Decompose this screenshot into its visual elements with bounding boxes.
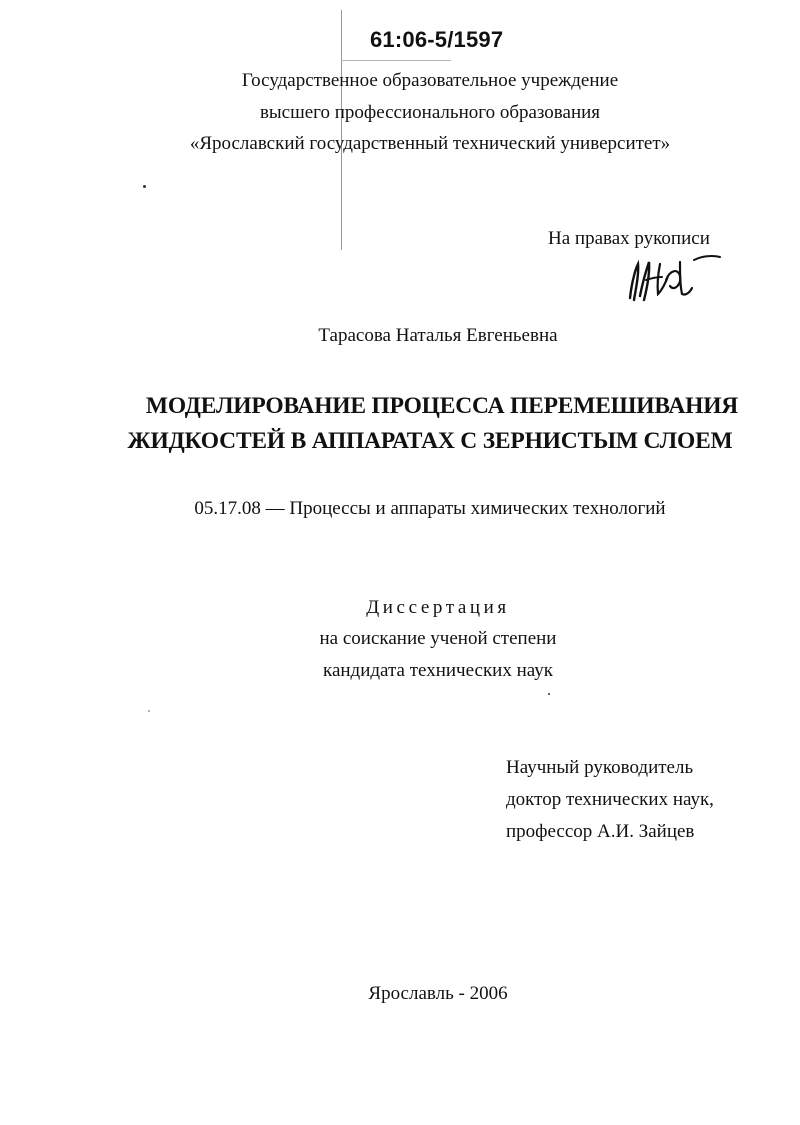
city-year: Ярославль - 2006 [368,983,508,1004]
stamp-vertical-line [341,10,342,250]
stamp-horizontal-line [341,60,451,61]
supervisor-role: Научный руководитель [506,757,694,778]
archive-code: 61:06-5/1597 [370,27,504,52]
manuscript-note: На правах рукописи [548,228,710,249]
specialty-code: 05.17.08 — Процессы и аппараты химических технологий [194,498,666,519]
scan-speck [143,185,146,188]
supervisor-degree: доктор технических наук, [506,789,714,810]
title-line-1: МОДЕЛИРОВАНИЕ ПРОЦЕССА ПЕРЕМЕШИВАНИЯ [145,393,739,419]
institution-line-2: высшего профессионального образования [259,102,601,123]
scan-speck [548,693,550,695]
dissertation-label: Диссертация [366,597,510,618]
signature-image [622,250,732,310]
scan-speck [148,710,150,712]
degree-line-1: на соискание ученой степени [319,628,557,649]
degree-line-2: кандидата технических наук [323,660,553,681]
title-line-2: ЖИДКОСТЕЙ В АППАРАТАХ С ЗЕРНИСТЫМ СЛОЕМ [127,428,733,454]
institution-line-3: «Ярославский государственный технический университет» [189,133,671,154]
supervisor-name: профессор А.И. Зайцев [506,821,695,842]
institution-line-1: Государственное образовательное учреждение [241,70,619,91]
author-name: Тарасова Наталья Евгеньевна [318,325,558,346]
